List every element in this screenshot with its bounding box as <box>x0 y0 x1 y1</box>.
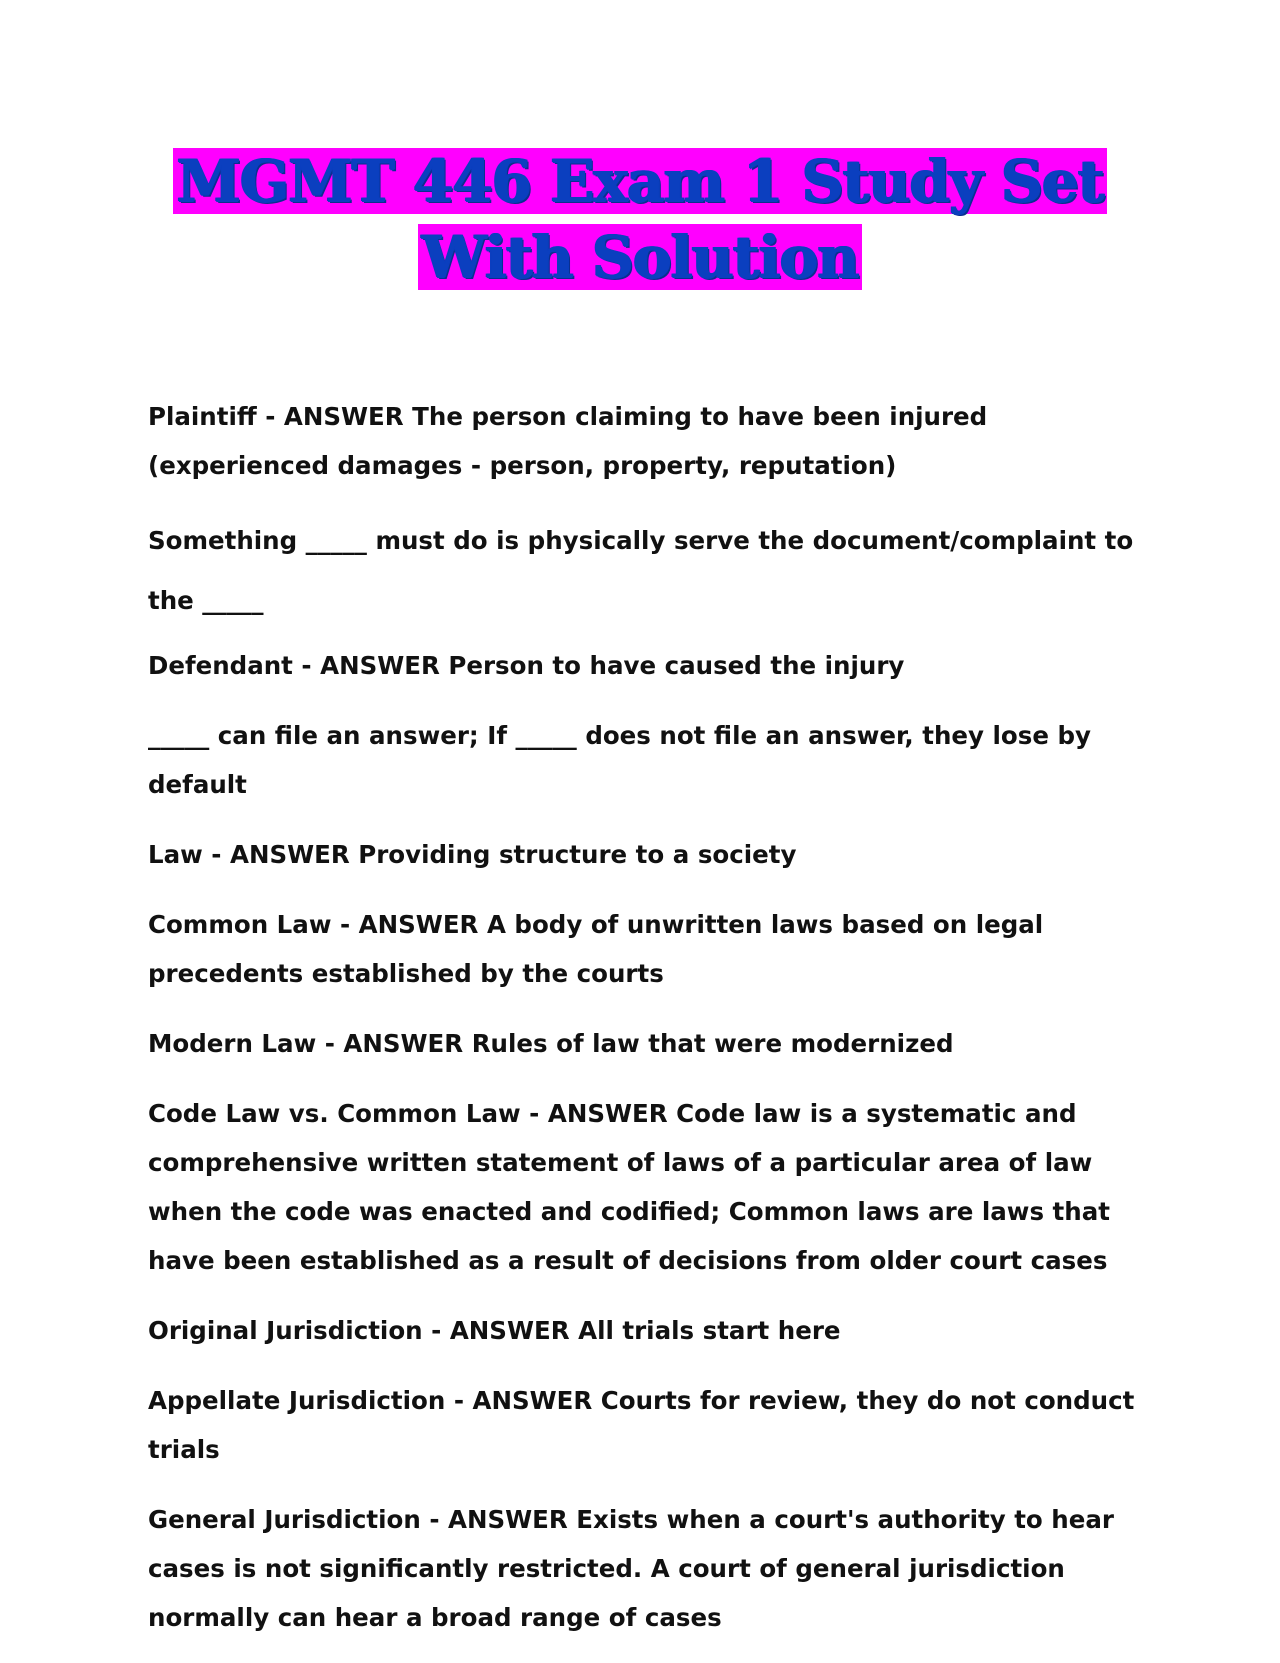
title-line-1: MGMT 446 Exam 1 Study Set <box>173 148 1108 214</box>
entry-defendant: Defendant - ANSWER Person to have caused the injury <box>148 651 905 680</box>
entry-original-jurisdiction: Original Jurisdiction - ANSWER All trials start here <box>148 1316 841 1345</box>
entry-modern-law: Modern Law - ANSWER Rules of law that were modernized <box>148 1029 954 1058</box>
entry-file-answer: _____ can file an answer; If _____ does not file an answer, they lose by default <box>148 721 1091 799</box>
entry-code-vs-common-law: Code Law vs. Common Law - ANSWER Code law is a systematic and comprehensive written statement of laws of a particular area of law when the code was enacted and codified; Common laws are laws that have been established as a result of decisions from older court cases <box>148 1099 1110 1275</box>
entry-appellate-jurisdiction: Appellate Jurisdiction - ANSWER Courts for review, they do not conduct trials <box>148 1386 1135 1464</box>
document-body <box>148 392 1138 1663</box>
entry-plaintiff: Plaintiff - ANSWER The person claiming to have been injured (experienced damages - person, property, reputation) <box>148 402 988 480</box>
entry-general-jurisdiction: General Jurisdiction - ANSWER Exists when a court's authority to hear cases is not significantly restricted. A court of general jurisdiction normally can hear a broad range of cases <box>148 1505 1114 1632</box>
title-line-2: With Solution <box>418 224 863 290</box>
entry-common-law: Common Law - ANSWER A body of unwritten laws based on legal precedents established by the courts <box>148 910 1044 988</box>
document-title <box>0 148 1280 300</box>
entry-serve-document: Something _____ must do is physically serve the document/complaint to the _____ <box>148 526 1134 615</box>
entry-law: Law - ANSWER Providing structure to a society <box>148 840 797 869</box>
